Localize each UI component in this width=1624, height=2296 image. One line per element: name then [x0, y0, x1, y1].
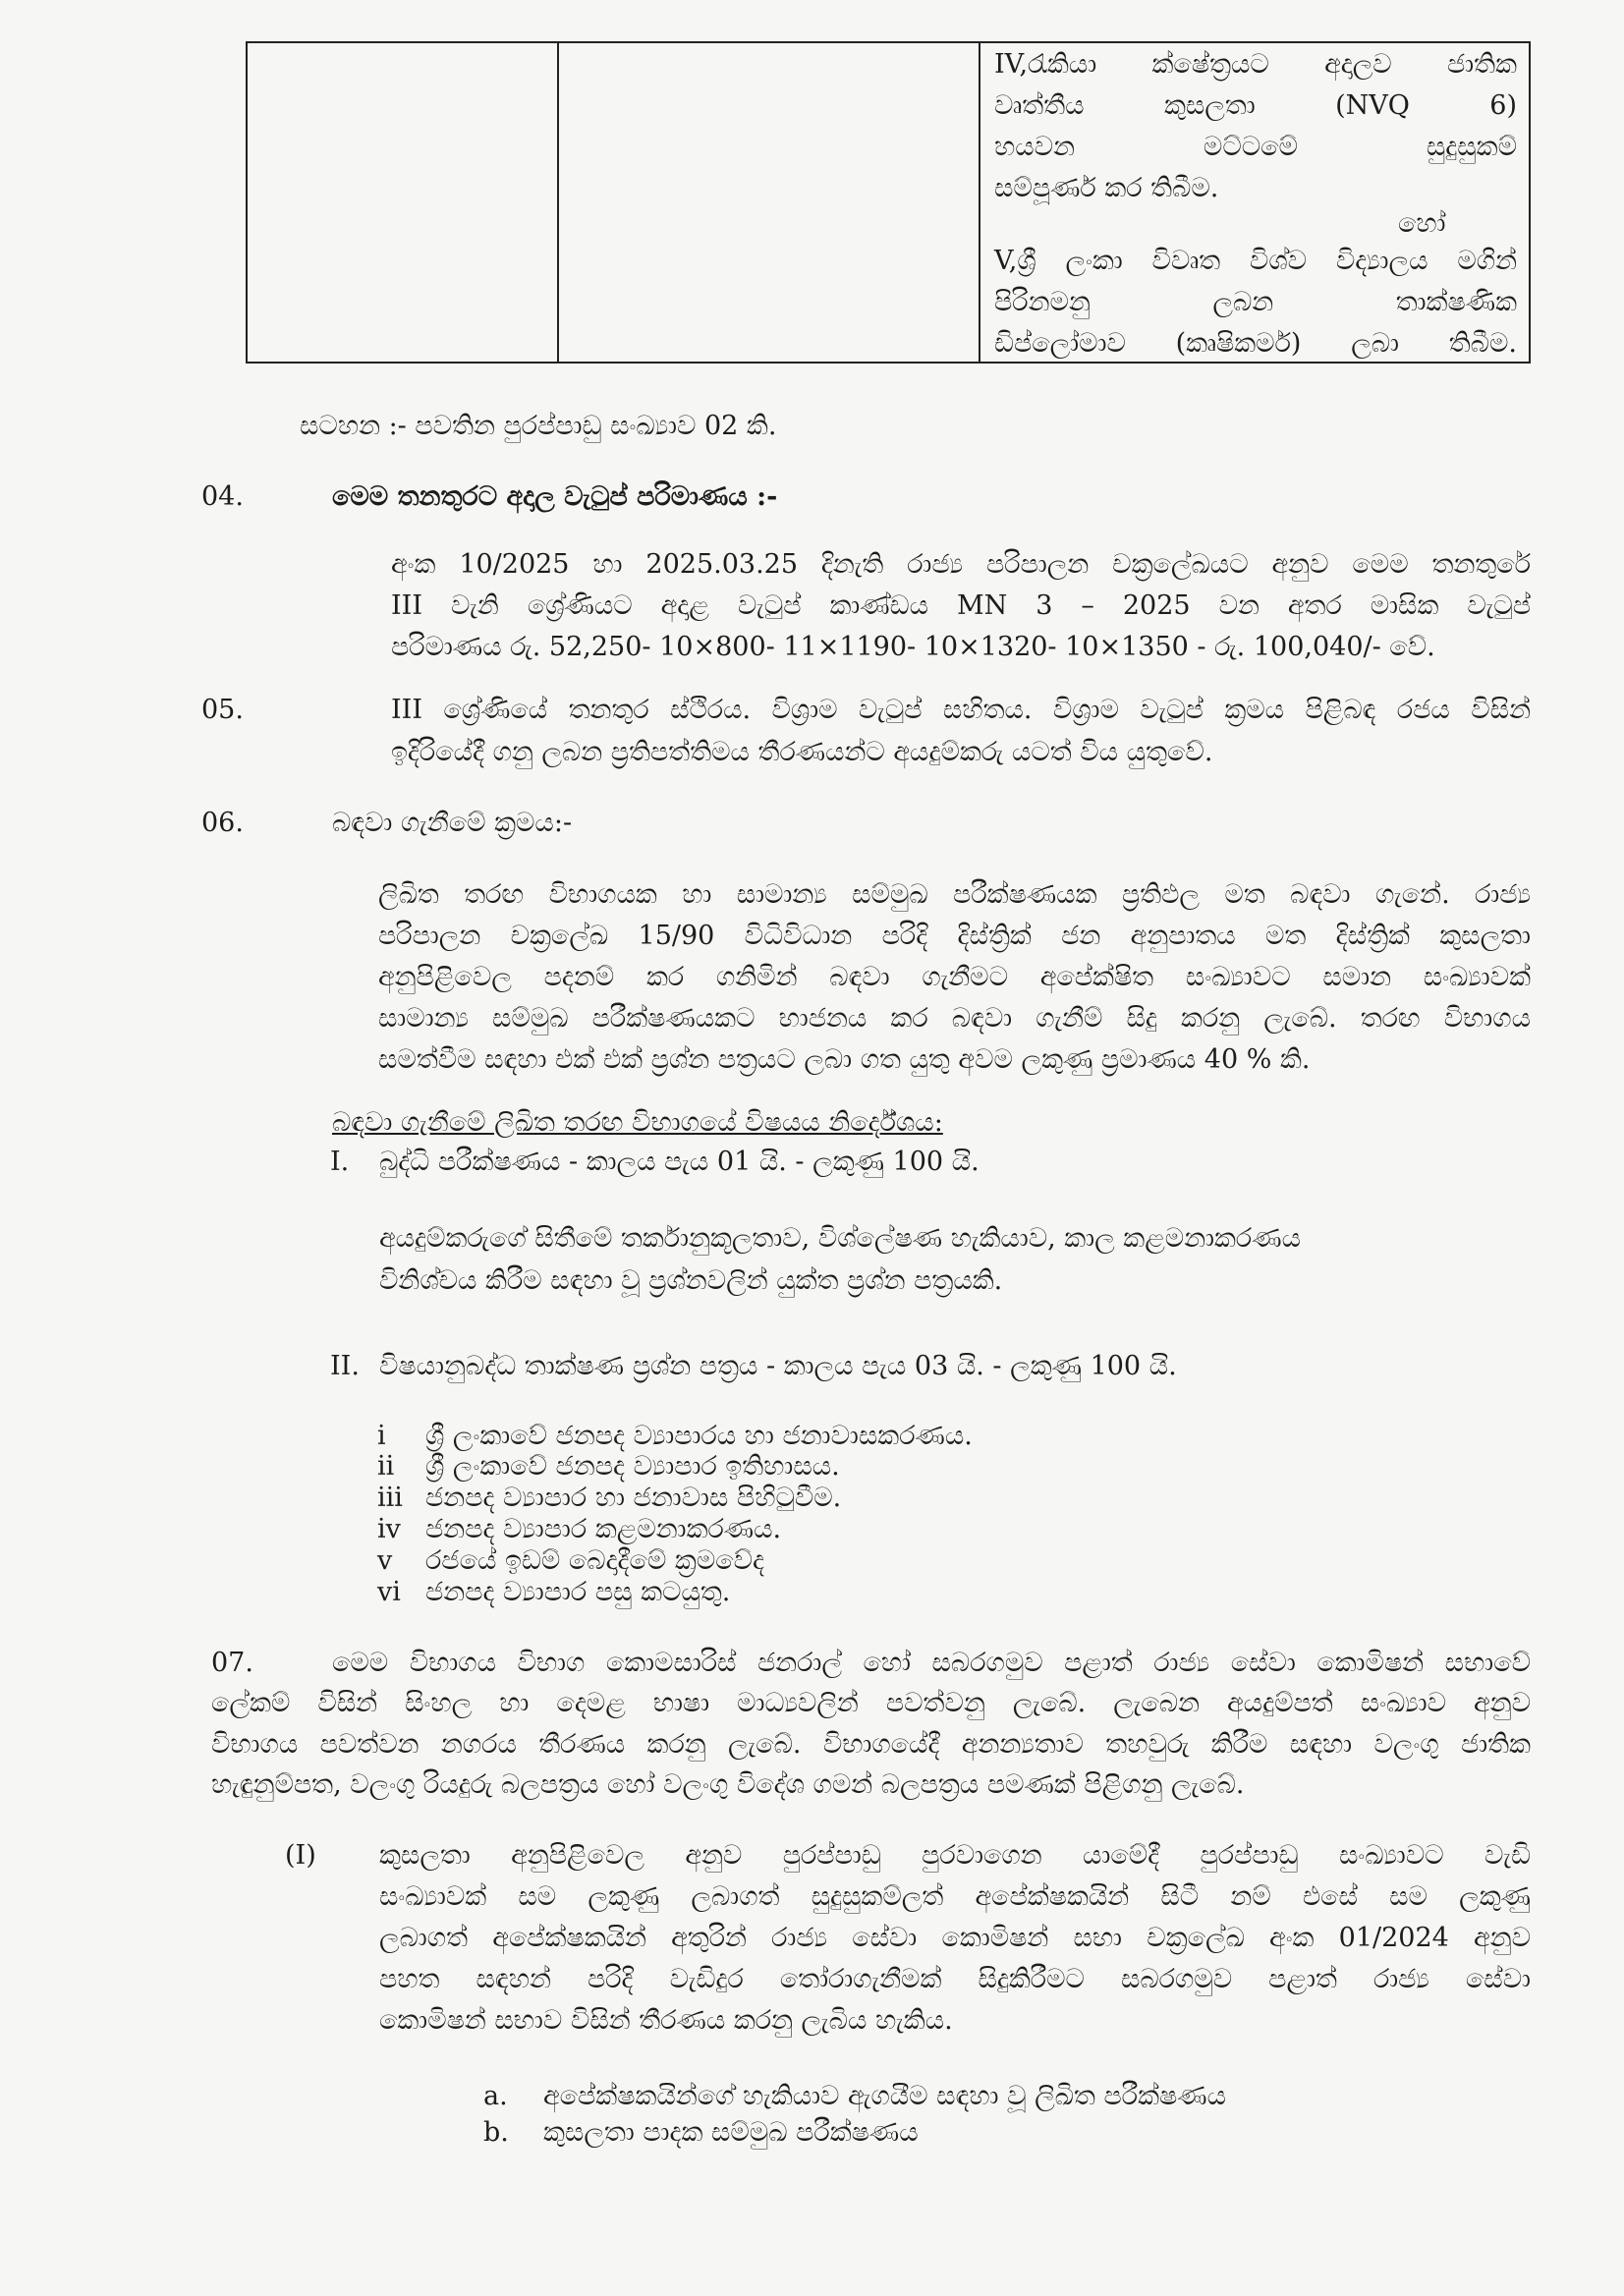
paragraph-line: ඉදිරියේදී ගනු ලබන ප්‍රතිපත්තිමය තීරණයන්ට අයදුම්කරු යටත් විය යුතුවේ.	[391, 737, 1213, 767]
section-number: 04.	[201, 481, 244, 512]
table-cell-or: හෝ	[1398, 208, 1446, 239]
paragraph-line: ලිඛිත තරඟ විභාගයක හා සාමාන්‍ය සම්මුඛ පරීක්ෂණයක ප්‍රතිඵල මත බඳවා ගැනේ. රාජ්‍ය	[378, 879, 1531, 910]
syllabus-item: ජනපද ව්‍යාපාර පසු කටයුතු.	[425, 1577, 731, 1607]
subclause-item: අපේක්ෂකයින්ගේ හැකියාව ඇගයීම සඳහා වූ ලිඛිත පරීක්ෂණය	[543, 2081, 1227, 2111]
table-cell-line: වෘත්තීය කුසලතා (NVQ 6)	[994, 90, 1517, 121]
paper-description-line: අයදුම්කරුගේ සිතීමේ තර්කානුකූලතාව, විශ්ලේෂණ හැකියාව, කාල කළමනාකරණය	[379, 1223, 1301, 1254]
subclause-item-letter: a.	[483, 2081, 508, 2111]
table-cell-empty-2	[558, 42, 980, 363]
table-cell-empty-1	[247, 42, 558, 363]
table-cell-line: පිරිනමනු ලබන තාක්ෂණික	[994, 287, 1517, 317]
paper-title: බුද්ධි පරීක්ෂණය - කාලය පැය 01 යි. - ලකුණු 100 යි.	[379, 1147, 980, 1177]
subclause-item: කුසලතා පාදක සම්මුඛ පරීක්ෂණය	[543, 2117, 919, 2148]
paragraph-line: ලේකම් විසින් සිංහල හා දෙමළ භාෂා මාධ්‍යවලින් පවත්වනු ලැබේ. ලැබෙන අයදුම්පත් සංඛ්‍යාව අනුව	[211, 1688, 1531, 1718]
subclause-item-letter: b.	[483, 2117, 509, 2148]
paragraph-line: හැඳුනුම්පත, වලංගු රියදුරු බලපත්‍රය හෝ වලංගු විදේශ ගමන් බලපත්‍රය පමණක් පිළිගනු ලැබේ.	[211, 1769, 1245, 1800]
section-heading: බඳවා ගැනීමේ ක්‍රමය:-	[332, 808, 573, 838]
subclause-line: සංඛ්‍යාවක් සම ලකුණු ලබාගත් සුදුසුකම්ලත් අපේක්ෂකයින් සිටී නම් එසේ සම ලකුණු	[379, 1881, 1531, 1912]
paper-number: II.	[330, 1351, 360, 1381]
syllabus-item: ශ්‍රී ලංකාවේ ජනපද ව්‍යාපාර ඉතිහාසය.	[425, 1451, 840, 1482]
syllabus-item-number: i	[377, 1421, 386, 1451]
paragraph-line: සමත්වීම සඳහා එක් එක් ප්‍රශ්න පත්‍රයට ලබා ගත යුතු අවම ලකුණු ප්‍රමාණය 40 % කි.	[378, 1044, 1311, 1075]
paragraph-line: III ශ්‍රේණියේ තනතුර ස්ථිරය. විශ්‍රාම වැටුප් සහිතය. විශ්‍රාම වැටුප් ක්‍රමය පිළිබඳ රජය විසින්	[391, 695, 1531, 725]
paper-title: විෂයානුබද්ධ තාක්ෂණ ප්‍රශ්න පත්‍රය - කාලය පැය 03 යි. - ලකුණු 100 යි.	[379, 1351, 1177, 1381]
subclause-line: කොමිෂන් සභාව විසින් තීරණය කරනු ලැබිය හැකිය.	[379, 2005, 953, 2036]
subclause-line: පහත සඳහන් පරිදි වැඩිදුර තෝරාගැනීමක් සිදුකිරීමට සබරගමුව පළාත් රාජ්‍ය සේවා	[379, 1964, 1531, 1994]
paragraph-line: පරිපාලන චක්‍රලේඛ 15/90 විධිවිධාන පරිදි දිස්ත්‍රික් ජන අනුපාතය මත දිස්ත්‍රික් කුසලතා	[378, 921, 1531, 951]
paragraph-line: අනුපිළිවෙල පදනම් කර ගනිමින් බඳවා ගැනීමට අපේක්ෂිත සංඛ්‍යාවට සමාන සංඛ්‍යාවක්	[378, 962, 1531, 992]
section-heading: මෙම තනතුරට අදාල වැටුප් පරිමාණය :-	[332, 481, 778, 512]
paragraph-line: III වැනි ශ්‍රේණියට අදාළ වැටුප් කාණ්ඩය MN 3 – 2025 වන අතර මාසික වැටුප්	[391, 590, 1531, 621]
syllabus-item: ශ්‍රී ලංකාවේ ජනපද ව්‍යාපාරය හා ජනාවාසකරණය.	[425, 1421, 973, 1451]
paper-description-line: විනිශ්චය කිරීම සඳහා වූ ප්‍රශ්නවලින් යුක්ත ප්‍රශ්න පත්‍රයකි.	[379, 1265, 1003, 1296]
paragraph-line: සාමාන්‍ය සම්මුඛ පරීක්ෂණයකට භාජනය කර බඳවා ගැනීම් සිදු කරනු ලැබේ. තරඟ විභාගය	[378, 1003, 1531, 1034]
paragraph-line: පරිමාණය රු. 52,250- 10×800- 11×1190- 10×1320- 10×1350 - රු. 100,040/- වේ.	[391, 632, 1435, 662]
table-cell-line: සම්පූර්ණ කර තිබීම.	[994, 173, 1219, 203]
syllabus-item-number: v	[377, 1545, 393, 1576]
syllabus-item-number: iii	[377, 1483, 403, 1513]
syllabus-item: ජනපද ව්‍යාපාර හා ජනාවාස පිහිටුවීම.	[425, 1483, 842, 1513]
vacancy-note: සටහන :- පවතින පුරප්පාඩු සංඛ්‍යාව 02 කි.	[300, 411, 777, 441]
section-number: 07.	[211, 1648, 253, 1678]
syllabus-item-number: ii	[377, 1451, 395, 1482]
syllabus-item: ජනපද ව්‍යාපාර කළමනාකරණය.	[425, 1514, 782, 1544]
paragraph-line: විභාගය පවත්වන නගරය තීරණය කරනු ලැබේ. විභාගයේදී අනන්‍යතාව තහවුරු කිරීම සඳහා වලංගු ජාතික	[211, 1729, 1531, 1760]
section-number: 06.	[201, 808, 244, 838]
paragraph-line: අංක 10/2025 හා 2025.03.25 දිනැති රාජ්‍ය පරිපාලන චක්‍රලේඛයට අනුව මෙම තනතුරේ	[391, 549, 1531, 580]
paragraph-line: මෙම විභාගය විභාග කොමසාරිස් ජනරාල් හෝ සබරගමුව පළාත් රාජ්‍ය සේවා කොමිෂන් සභාවේ	[332, 1648, 1531, 1678]
subclause-line: ලබාගත් අපේක්ෂකයින් අතුරින් රාජ්‍ය සේවා කොමිෂන් සභා චක්‍රලේඛ අංක 01/2024 අනුව	[379, 1923, 1531, 1953]
section-number: 05.	[201, 695, 244, 725]
table-cell-line: හයවන මට්ටමේ සුදුසුකම්	[994, 132, 1517, 162]
paper-number: I.	[330, 1147, 350, 1177]
syllabus-item-number: iv	[377, 1514, 401, 1544]
subclause-number: (I)	[285, 1840, 316, 1871]
table-cell-line: ඩිප්ලෝමාව (කෘෂිකර්ම) ලබා තිබීම.	[994, 328, 1517, 359]
table-cell-line: IV,රැකියා ක්ෂේත්‍රයට අදාලව ජාතික	[994, 49, 1517, 80]
table-cell-line: V,ශ්‍රී ලංකා විවෘත විශ්ව විද්‍යාලය මගින්	[994, 246, 1517, 276]
subclause-line: කුසලතා අනුපිළිවෙල අනුව පුරප්පාඩු පුරවාගෙන යාමේදී පුරප්පාඩු සංඛ්‍යාවට වැඩි	[379, 1840, 1531, 1871]
syllabus-item: රජයේ ඉඩම් බෙදාදීමේ ක්‍රමවේද	[425, 1545, 765, 1576]
syllabus-item-number: vi	[377, 1577, 401, 1607]
syllabus-heading: බඳවා ගැනීමේ ලිඛිත තරඟ විභාගයේ විෂයය නිර්දේශය:	[332, 1107, 943, 1138]
